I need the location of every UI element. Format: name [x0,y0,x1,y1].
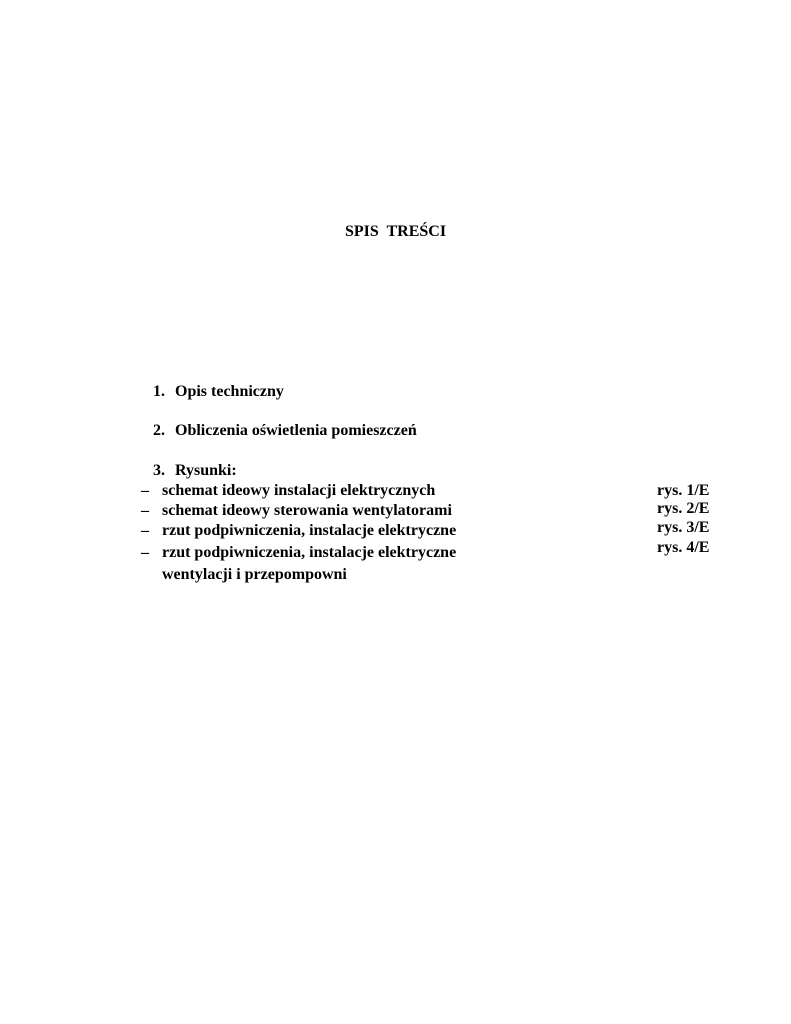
drawing-ref: rys. 3/E [657,519,710,536]
dash-marker: – [141,522,149,539]
toc-item-2 [153,421,417,441]
toc-item-number: 1. [153,383,165,400]
toc-item-number: 3. [153,462,165,479]
drawing-label-continuation: wentylacji i przepompowni [162,566,347,583]
dash-marker: – [141,482,149,499]
drawing-label: schemat ideowy instalacji elektrycznych [162,482,436,499]
drawing-ref: rys. 2/E [657,500,710,517]
toc-item-label: Obliczenia oświetlenia pomieszczeń [175,422,417,439]
toc-item-1 [153,382,284,402]
toc-item-number: 2. [153,422,165,439]
drawing-ref: rys. 4/E [657,539,710,556]
page-title: SPIS TREŚCI [344,223,447,240]
toc-item-label: Rysunki: [175,462,237,479]
toc-item-3 [153,461,237,481]
drawing-label: schemat ideowy sterowania wentylatorami [162,502,452,519]
dash-marker: – [141,502,149,519]
drawing-ref: rys. 1/E [657,482,710,499]
drawing-label: rzut podpiwniczenia, instalacje elektryczne [162,522,457,539]
toc-item-label: Opis techniczny [175,383,284,400]
drawing-label: rzut podpiwniczenia, instalacje elektryczne [162,544,457,561]
dash-marker: – [141,544,149,561]
